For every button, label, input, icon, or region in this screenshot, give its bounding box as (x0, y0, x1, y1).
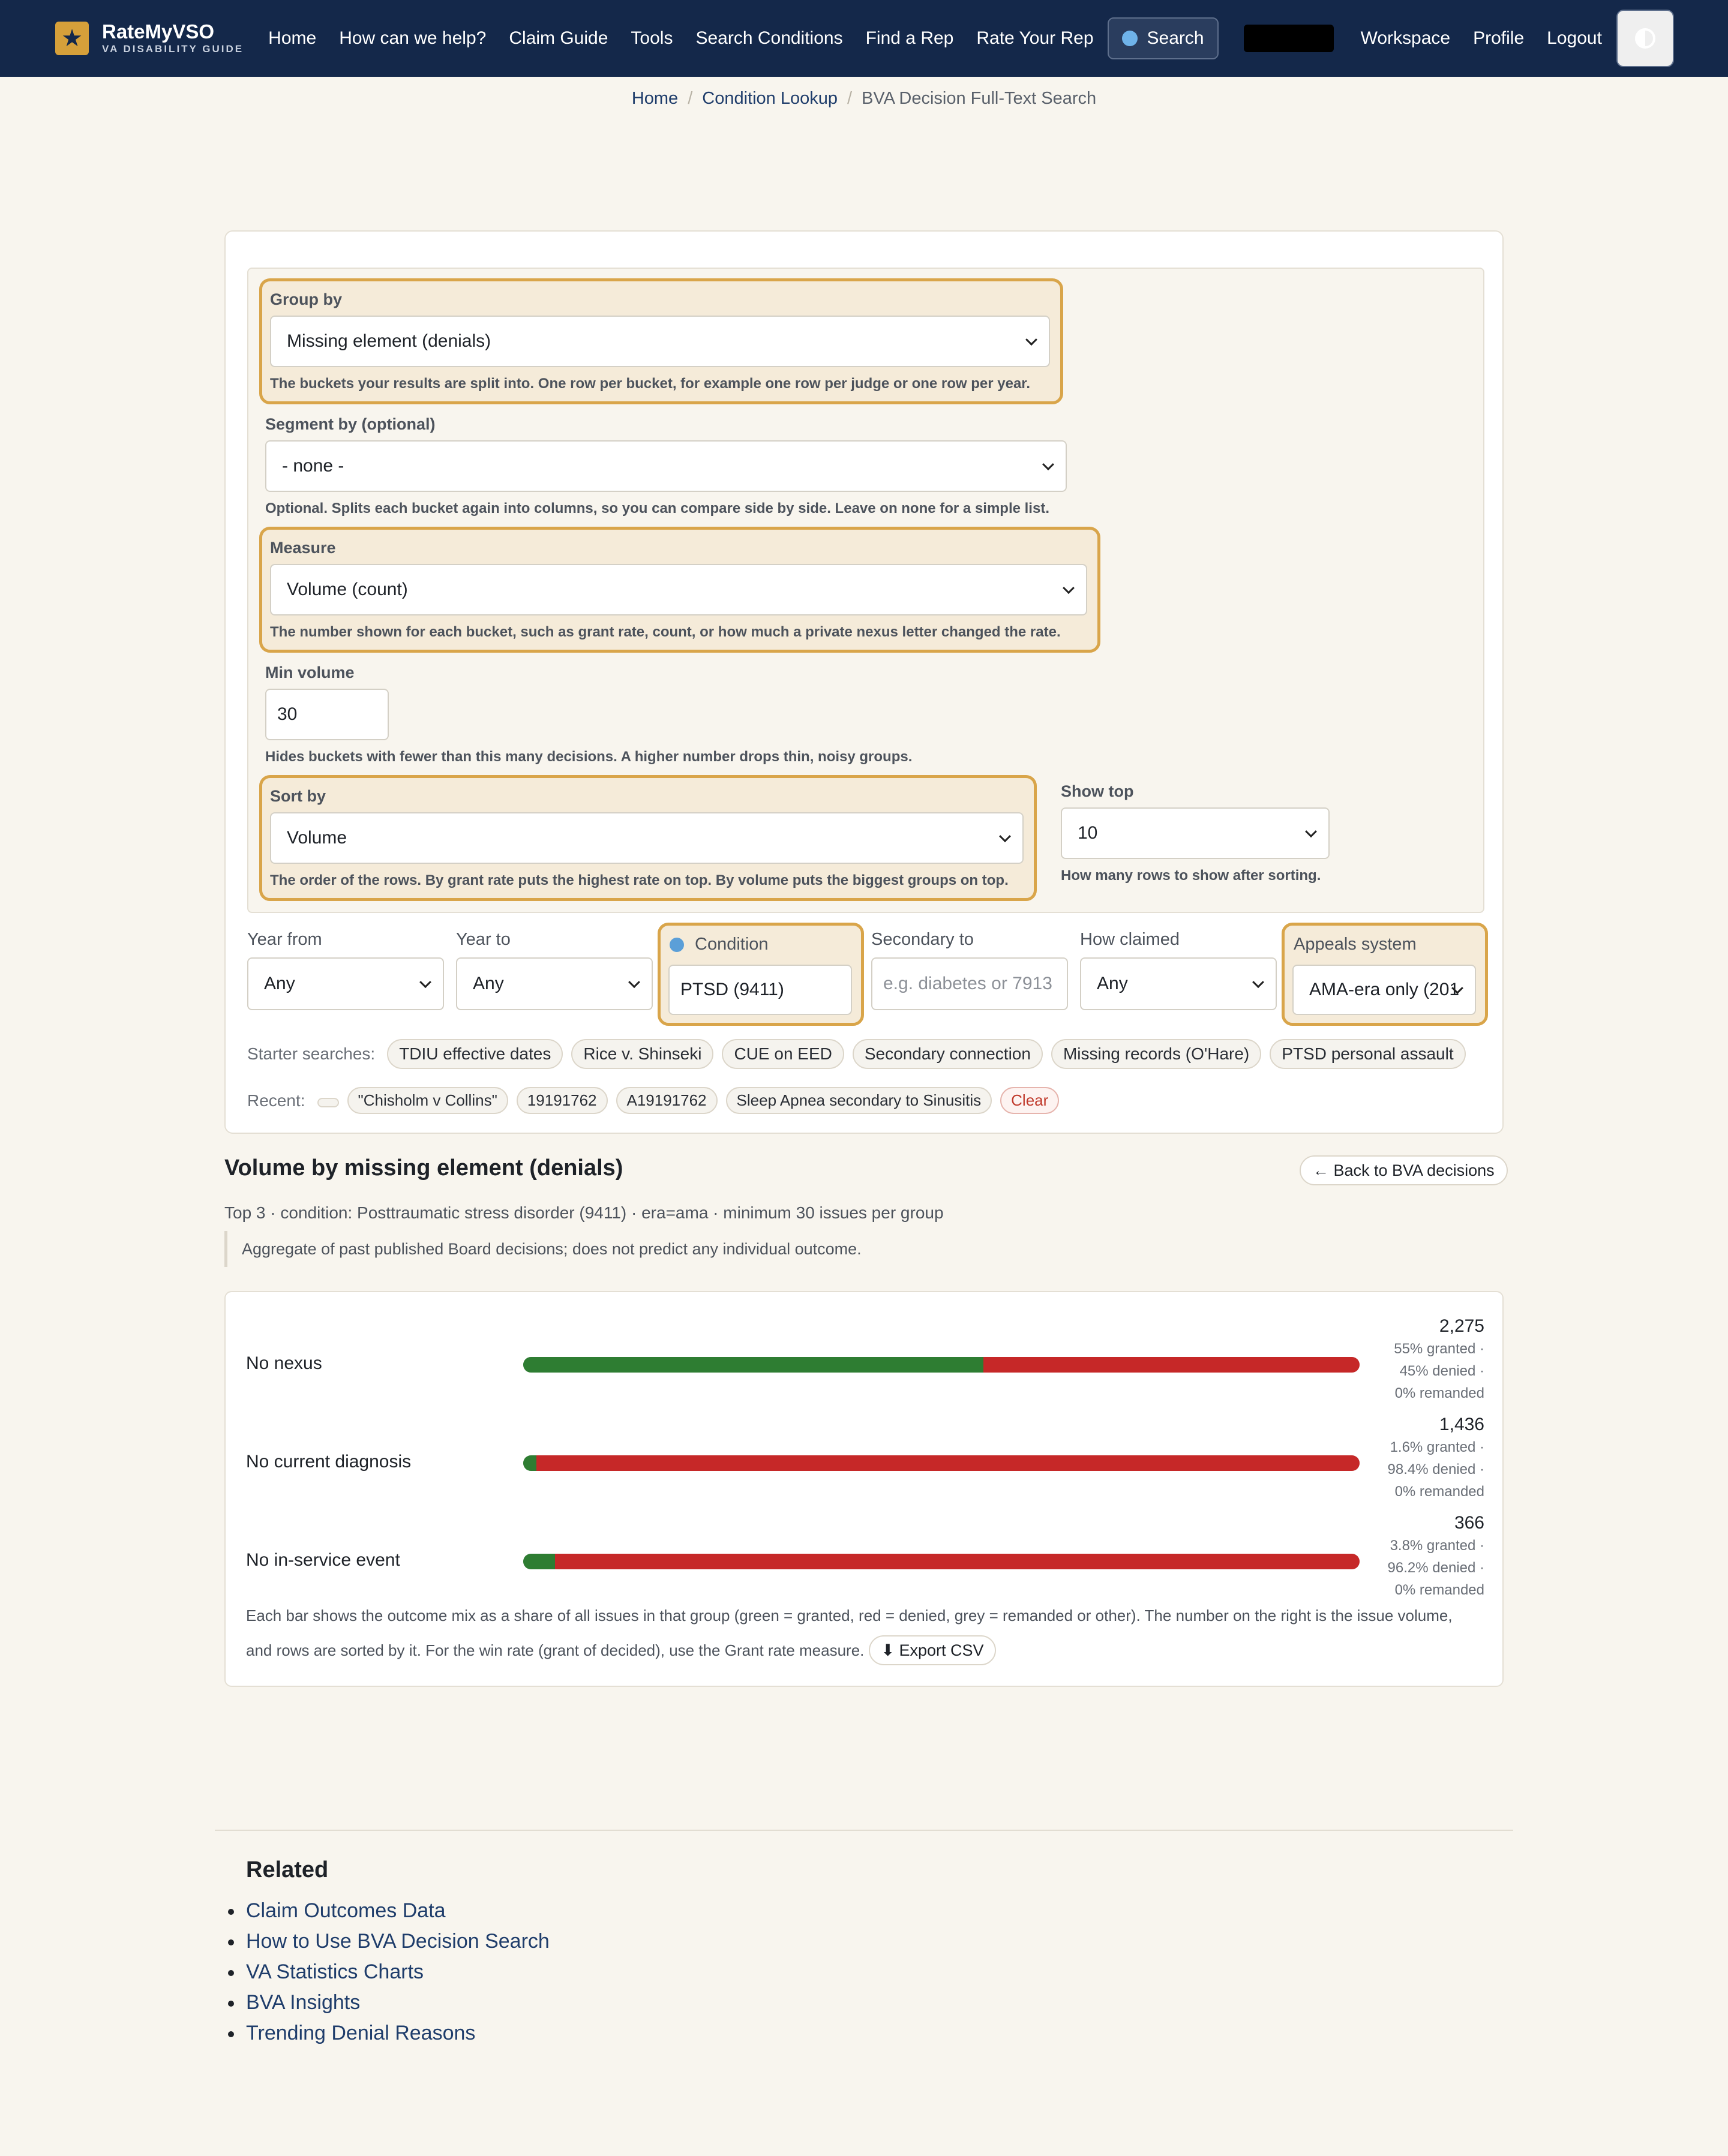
contrast-icon (1635, 28, 1655, 49)
appeals-system-select[interactable] (1292, 965, 1476, 1015)
nav-link-profile[interactable]: Profile (1473, 28, 1525, 48)
year-from-value: Any (264, 974, 295, 993)
how-claimed-label: How claimed (1080, 930, 1180, 949)
show-top-help: How many rows to show after sorting. (1061, 867, 1321, 884)
secondary-to-input[interactable] (871, 957, 1068, 1010)
nav-search-button[interactable] (1108, 17, 1219, 59)
bar-pct-remanded: 0% remanded (1394, 1385, 1484, 1401)
related-link-trending-denials[interactable]: Trending Denial Reasons (246, 2018, 550, 2049)
related-link-claim-outcomes[interactable]: Claim Outcomes Data (246, 1896, 550, 1926)
bar-segment-granted (523, 1455, 536, 1471)
recent-searches (247, 1087, 1067, 1114)
bar-volume: 366 (1454, 1513, 1484, 1533)
chevron-down-icon (1025, 334, 1037, 346)
recent-chip-empty[interactable] (317, 1098, 339, 1107)
condition-value: PTSD (9411) (680, 980, 784, 999)
breadcrumb-condition-lookup[interactable]: Condition Lookup (702, 89, 838, 108)
condition-input[interactable] (668, 965, 852, 1015)
results-disclaimer: Aggregate of past published Board decisions; does not predict any individual outcome. (224, 1231, 862, 1267)
bar-values (1388, 1413, 1484, 1503)
nav-links (257, 17, 1613, 59)
bar-segment-denied (555, 1554, 1360, 1569)
condition-label: Condition (670, 935, 769, 954)
sort-by-select[interactable] (270, 812, 1024, 864)
results-title: Volume by missing element (denials) (224, 1155, 623, 1181)
bar-values (1394, 1315, 1484, 1404)
nav-link-tools[interactable]: Tools (631, 28, 673, 48)
bar-row (226, 1512, 1505, 1602)
bar-pct-denied: 98.4% denied · (1387, 1461, 1484, 1478)
starter-searches-label: Starter searches: (247, 1044, 376, 1063)
recent-label: Recent: (247, 1091, 305, 1110)
recent-chip[interactable]: A19191762 (616, 1087, 718, 1114)
year-to-select[interactable] (456, 957, 653, 1010)
breadcrumb-current: BVA Decision Full-Text Search (862, 89, 1097, 108)
nav-search-label: Search (1147, 28, 1204, 48)
segment-by-label: Segment by (optional) (265, 415, 436, 433)
recent-clear-button[interactable]: Clear (1000, 1087, 1059, 1114)
related-link-how-to-use[interactable]: How to Use BVA Decision Search (246, 1926, 550, 1957)
sort-by-value: Volume (287, 828, 347, 848)
bar-pct-remanded: 0% remanded (1394, 1582, 1484, 1598)
chevron-down-icon (1252, 976, 1264, 988)
nav-link-workspace[interactable]: Workspace (1360, 28, 1451, 48)
year-from-select[interactable] (247, 957, 444, 1010)
bar-row (226, 1413, 1505, 1503)
export-csv-button[interactable]: ⬇ Export CSV (869, 1635, 995, 1665)
brand[interactable] (55, 21, 244, 56)
nav-link-claim-guide[interactable]: Claim Guide (509, 28, 608, 48)
segment-by-value: - none - (282, 456, 344, 476)
min-volume-value: 30 (277, 704, 298, 724)
chevron-down-icon (999, 830, 1011, 842)
chevron-down-icon (628, 976, 640, 988)
redacted-user-badge (1244, 25, 1334, 52)
starter-chip-tdiu[interactable]: TDIU effective dates (387, 1039, 563, 1069)
stacked-bar (523, 1554, 1360, 1569)
nav-link-help[interactable]: How can we help? (339, 28, 487, 48)
nav-link-logout[interactable]: Logout (1547, 28, 1602, 48)
sort-by-label: Sort by (270, 787, 326, 805)
segment-by-select[interactable] (265, 440, 1067, 492)
brand-tagline: VA DISABILITY GUIDE (102, 43, 244, 55)
starter-chip-ptsd-assault[interactable]: PTSD personal assault (1270, 1039, 1465, 1069)
chevron-down-icon (1042, 458, 1054, 470)
appeals-system-value: AMA-era only (201 (1309, 980, 1460, 999)
starter-chip-rice[interactable]: Rice v. Shinseki (571, 1039, 713, 1069)
related-link-va-statistics[interactable]: VA Statistics Charts (246, 1957, 550, 1987)
related-title: Related (246, 1857, 329, 1882)
breadcrumb-home[interactable]: Home (631, 89, 679, 108)
chevron-down-icon (1063, 582, 1075, 594)
bar-pct-granted: 3.8% granted · (1390, 1538, 1484, 1554)
appeals-system-label: Appeals system (1294, 935, 1417, 954)
secondary-to-placeholder: e.g. diabetes or 7913 (883, 974, 1052, 993)
group-by-select[interactable] (270, 316, 1050, 367)
bar-pct-denied: 96.2% denied · (1387, 1560, 1484, 1576)
bar-volume: 2,275 (1439, 1316, 1484, 1336)
bar-label: No nexus (246, 1353, 322, 1373)
bar-label: No in-service event (246, 1550, 400, 1570)
bar-pct-remanded: 0% remanded (1394, 1484, 1484, 1500)
bar-segment-denied (536, 1455, 1360, 1471)
chart-note-text: Each bar shows the outcome mix as a share of all issues in that group (green = granted, red = denied, grey = remanded or other). The number on the right is the issue volume, and rows are sorted by it. For the win rate (grant of decided), use the Grant rate measure. (246, 1607, 1453, 1659)
recent-chip[interactable]: "Chisholm v Collins" (347, 1087, 508, 1114)
chevron-down-icon (419, 976, 431, 988)
min-volume-label: Min volume (265, 663, 355, 681)
related-link-bva-insights[interactable]: BVA Insights (246, 1987, 550, 2018)
breadcrumb-separator: / (847, 89, 853, 108)
bar-segment-granted (523, 1357, 983, 1373)
recent-chip[interactable]: Sleep Apnea secondary to Sinusitis (726, 1087, 992, 1114)
aggregate-options-panel (247, 268, 1484, 913)
results-chart (224, 1291, 1504, 1687)
bar-pct-granted: 55% granted · (1394, 1341, 1484, 1357)
measure-value: Volume (count) (287, 579, 408, 599)
bar-segment-granted (523, 1554, 555, 1569)
stacked-bar (523, 1357, 1360, 1373)
section-divider (215, 1830, 1513, 1831)
bar-segment-denied (983, 1357, 1360, 1373)
starter-chip-missing-records[interactable]: Missing records (O'Hare) (1051, 1039, 1261, 1069)
min-volume-input[interactable] (265, 689, 389, 740)
chart-note (246, 1598, 1482, 1668)
search-card (224, 230, 1504, 1134)
search-icon (670, 938, 684, 952)
group-by-value: Missing element (denials) (287, 331, 491, 351)
group-by-help: The buckets your results are split into. One row per bucket, for example one row per judge or one row per year. (270, 376, 1030, 392)
starter-chip-secondary[interactable]: Secondary connection (853, 1039, 1043, 1069)
brand-name: RateMyVSO (102, 20, 215, 43)
how-claimed-value: Any (1097, 974, 1128, 993)
year-from-label: Year from (247, 930, 322, 949)
year-to-label: Year to (456, 930, 511, 949)
nav-link-rate-rep[interactable]: Rate Your Rep (976, 28, 1094, 48)
related-links (246, 1896, 550, 2049)
top-navbar (0, 0, 1728, 77)
nav-link-find-rep[interactable]: Find a Rep (865, 28, 954, 48)
results-subtitle: Top 3 · condition: Posttraumatic stress disorder (9411) · era=ama · minimum 30 issues per group (224, 1203, 944, 1222)
min-volume-help: Hides buckets with fewer than this many decisions. A higher number drops thin, noisy groups. (265, 749, 913, 765)
how-claimed-select[interactable] (1080, 957, 1277, 1010)
bar-pct-granted: 1.6% granted · (1390, 1439, 1484, 1455)
measure-label: Measure (270, 539, 336, 557)
bar-values (1388, 1512, 1484, 1601)
secondary-to-label: Secondary to (871, 930, 974, 949)
segment-by-help: Optional. Splits each bucket again into columns, so you can compare side by side. Leave on none for a simple list. (265, 500, 1049, 517)
sort-by-help: The order of the rows. By grant rate puts the highest rate on top. By volume puts the biggest groups on top. (270, 872, 1009, 888)
show-top-select[interactable] (1061, 807, 1330, 859)
group-by-label: Group by (270, 290, 342, 308)
bar-pct-denied: 45% denied · (1399, 1363, 1484, 1379)
search-icon (1122, 31, 1138, 46)
bar-row (226, 1315, 1505, 1405)
breadcrumb-separator: / (688, 89, 693, 108)
year-to-value: Any (473, 974, 504, 993)
show-top-label: Show top (1061, 782, 1134, 800)
starter-chip-cue[interactable]: CUE on EED (722, 1039, 844, 1069)
recent-chip[interactable]: 19191762 (517, 1087, 608, 1114)
stacked-bar (523, 1455, 1360, 1471)
star-shield-icon: ★ (55, 22, 89, 55)
bar-label: No current diagnosis (246, 1452, 412, 1472)
nav-link-home[interactable]: Home (268, 28, 317, 48)
nav-link-search-conditions[interactable]: Search Conditions (695, 28, 843, 48)
show-top-value: 10 (1078, 823, 1098, 843)
breadcrumb (0, 89, 1728, 109)
chevron-down-icon (1305, 825, 1317, 837)
bar-volume: 1,436 (1439, 1415, 1484, 1434)
starter-searches (247, 1039, 1474, 1069)
back-to-bva-button[interactable]: ← Back to BVA decisions (1300, 1155, 1508, 1185)
measure-select[interactable] (270, 564, 1087, 615)
measure-help: The number shown for each bucket, such as grant rate, count, or how much a private nexus letter changed the rate. (270, 624, 1061, 640)
theme-toggle-button[interactable] (1616, 10, 1674, 67)
